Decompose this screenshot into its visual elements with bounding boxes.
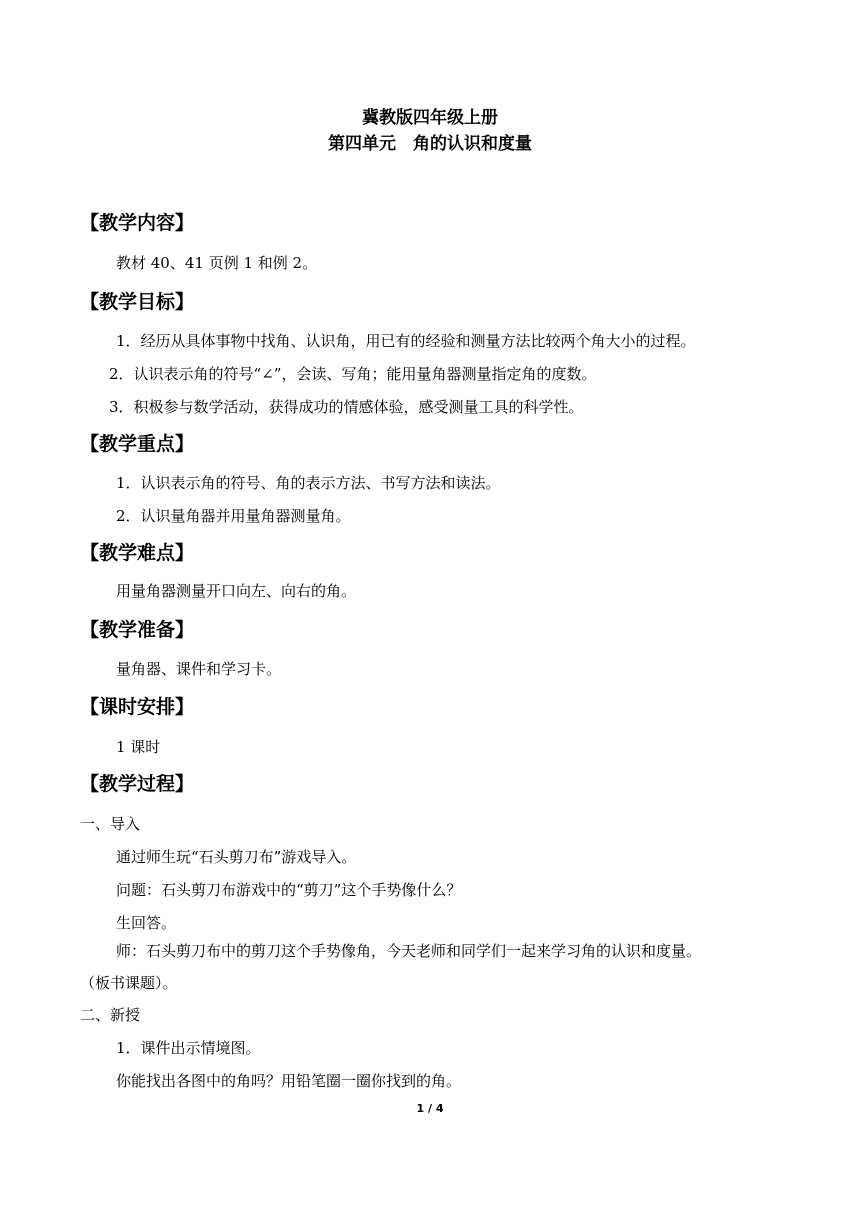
page-number: 1 / 4 bbox=[416, 1102, 444, 1115]
process-line: 你能找出各图中的角吗？用铅笔圈一圈你找到的角。 bbox=[116, 1072, 462, 1090]
section-heading-difficulties: 【教学难点】 bbox=[80, 542, 195, 564]
key-point-item: 2．认识量角器并用量角器测量角。 bbox=[116, 507, 351, 525]
goal-item: 1．经历从具体事物中找角、认识角，用已有的经验和测量方法比较两个角大小的过程。 bbox=[116, 332, 696, 350]
section-heading-preparation: 【教学准备】 bbox=[80, 619, 195, 641]
difficulties-text: 用量角器测量开口向左、向右的角。 bbox=[116, 582, 357, 600]
section-heading-content: 【教学内容】 bbox=[80, 212, 195, 234]
process-line: 1．课件出示情境图。 bbox=[116, 1039, 261, 1057]
section-heading-process: 【教学过程】 bbox=[80, 773, 195, 795]
process-line: 生回答。 bbox=[116, 914, 177, 932]
goal-item: 3．积极参与数学活动，获得成功的情感体验，感受测量工具的科学性。 bbox=[109, 398, 584, 416]
process-line: 师：石头剪刀布中的剪刀这个手势像角，今天老师和同学们一起来学习角的认识和度量。 bbox=[116, 942, 702, 960]
section-heading-key-points: 【教学重点】 bbox=[80, 433, 195, 455]
section-heading-schedule: 【课时安排】 bbox=[80, 696, 195, 718]
process-part2-label: 二、新授 bbox=[80, 1006, 141, 1024]
document-title-line1: 冀教版四年级上册 bbox=[362, 108, 498, 128]
process-line: 通过师生玩“石头剪刀布”游戏导入。 bbox=[116, 848, 357, 866]
process-line: 问题：石头剪刀布游戏中的“剪刀”这个手势像什么？ bbox=[116, 881, 462, 899]
preparation-text: 量角器、课件和学习卡。 bbox=[116, 660, 282, 678]
content-text: 教材 40、41 页例 1 和例 2。 bbox=[116, 254, 318, 272]
process-line: （板书课题）。 bbox=[80, 974, 178, 992]
process-part1-label: 一、导入 bbox=[80, 815, 141, 833]
section-heading-goals: 【教学目标】 bbox=[80, 291, 195, 313]
key-point-item: 1．认识表示角的符号、角的表示方法、书写方法和读法。 bbox=[116, 474, 501, 492]
goal-item: 2．认识表示角的符号“∠”，会读、写角；能用量角器测量指定角的度数。 bbox=[109, 365, 597, 383]
schedule-text: 1 课时 bbox=[116, 738, 161, 756]
document-title-line2: 第四单元 角的认识和度量 bbox=[328, 134, 532, 154]
